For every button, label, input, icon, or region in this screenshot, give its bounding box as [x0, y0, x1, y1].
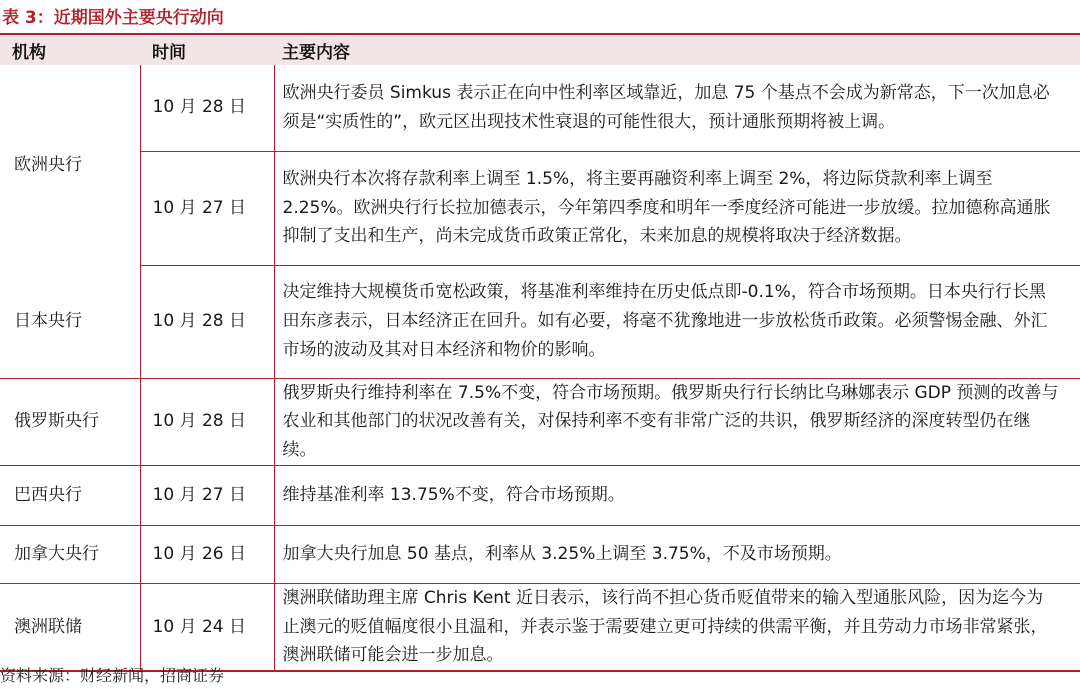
content-cell: 澳洲联储助理主席 Chris Kent 近日表示，该行尚不担心货币贬值带来的输入型通胀风险，因为迄今为止澳元的贬值幅度很小且温和，并表示鉴于需要建立更可持续的供需平衡，并且劳动力市场非常紧张，澳洲联储可能会进一步加息。 [274, 583, 1080, 671]
institution-cell: 澳洲联储 [0, 583, 140, 671]
content-cell: 欧洲央行委员 Simkus 表示正在向中性利率区域靠近，加息 75 个基点不会成为新常态，下一次加息必须是“实质性的”，欧元区出现技术性衰退的可能性很大，预计通胀预期将被上调。 [274, 65, 1080, 151]
table-header-row [0, 35, 1080, 65]
header-time: 时间 [140, 35, 274, 65]
table-row [0, 378, 1080, 465]
content-cell: 决定维持大规模货币宽松政策，将基准利率维持在历史低点即-0.1%，符合市场预期。日本央行行长黑田东彦表示，日本经济正在回升。如有必要，将毫不犹豫地进一步放松货币政策。必须警惕金融、外汇市场的波动及其对日本经济和物价的影响。 [274, 265, 1080, 378]
table-row [0, 583, 1080, 671]
table-caption: 表 3：近期国外主要央行动向 [2, 8, 224, 28]
table-row [0, 265, 1080, 378]
header-content: 主要内容 [274, 35, 1080, 65]
central-bank-table [0, 35, 1080, 672]
table-row [0, 151, 1080, 265]
date-cell: 10 月 27 日 [140, 465, 274, 525]
date-cell: 10 月 27 日 [140, 151, 274, 265]
table-row [0, 65, 1080, 151]
date-cell: 10 月 28 日 [140, 378, 274, 465]
institution-cell: 加拿大央行 [0, 525, 140, 583]
content-cell: 欧洲央行本次将存款利率上调至 1.5%，将主要再融资利率上调至 2%，将边际贷款利率上调至 2.25%。欧洲央行行长拉加德表示，今年第四季度和明年一季度经济可能进一步放缓。拉加德称高通胀抑制了支出和生产，尚未完成货币政策正常化，未来加息的规模将取决于经济数据。 [274, 151, 1080, 265]
header-institution: 机构 [0, 35, 140, 65]
institution-cell: 欧洲央行 [14, 154, 82, 175]
institution-cell: 日本央行 [0, 265, 140, 378]
content-cell: 维持基准利率 13.75%不变，符合市场预期。 [274, 465, 1080, 525]
table-row [0, 465, 1080, 525]
table-row [0, 525, 1080, 583]
date-cell: 10 月 26 日 [140, 525, 274, 583]
institution-cell: 俄罗斯央行 [0, 378, 140, 465]
date-cell: 10 月 28 日 [140, 265, 274, 378]
date-cell: 10 月 28 日 [140, 65, 274, 151]
source-note: 资料来源：财经新闻，招商证券 [0, 666, 225, 685]
content-cell: 俄罗斯央行维持利率在 7.5%不变，符合市场预期。俄罗斯央行行长纳比乌琳娜表示 GDP 预测的改善与农业和其他部门的状况改善有关，对保持利率不变有非常广泛的共识，俄罗斯经济的深度转型仍在继续。 [274, 378, 1080, 465]
date-cell: 10 月 24 日 [140, 583, 274, 671]
content-cell: 加拿大央行加息 50 基点，利率从 3.25%上调至 3.75%，不及市场预期。 [274, 525, 1080, 583]
institution-cell: 巴西央行 [0, 465, 140, 525]
